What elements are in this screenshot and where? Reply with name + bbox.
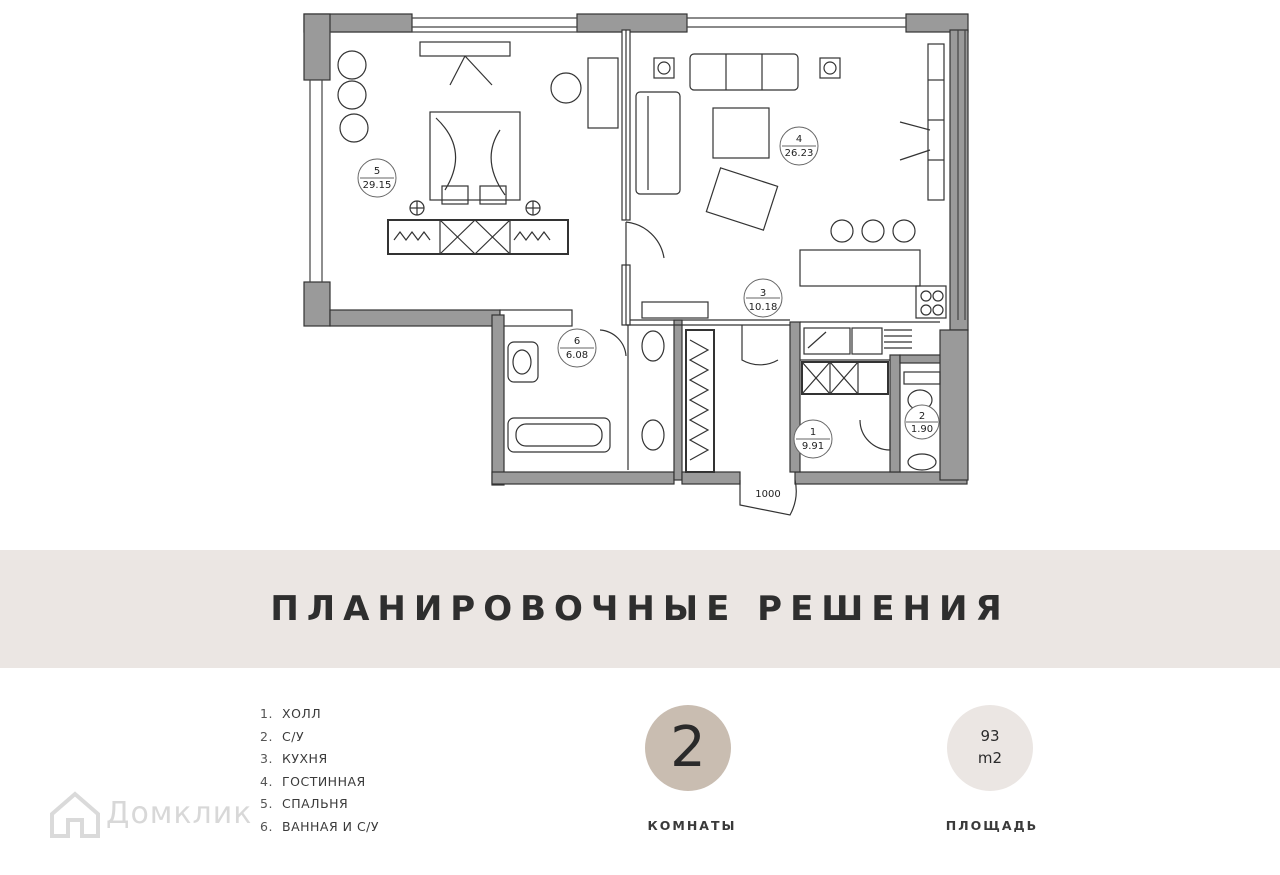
legend-item: 3. КУХНЯ — [260, 751, 328, 766]
legend-item: 2. С/У — [260, 728, 305, 744]
room-number: 2 — [918, 411, 926, 422]
room-number: 1 — [809, 427, 817, 438]
room-area: 26.23 — [784, 148, 814, 159]
legend-item: 1. ХОЛЛ — [260, 706, 322, 721]
room-label-1 — [794, 420, 832, 458]
room-area: 29.15 — [362, 180, 392, 191]
watermark-text: Домклик — [106, 796, 253, 831]
room-area: 1.90 — [910, 424, 934, 435]
room-number: 3 — [759, 288, 767, 299]
door-width-label: 1000 — [755, 489, 781, 500]
room-label-3 — [744, 279, 782, 317]
living-furniture — [636, 44, 946, 318]
house-logo-icon — [48, 790, 102, 840]
legend-item: 6. ВАННАЯ И С/У — [260, 818, 380, 834]
legend-item: 4. ГОСТИННАЯ — [260, 773, 366, 789]
watermark — [48, 790, 253, 840]
area-value: 93 — [980, 727, 1000, 745]
doors — [600, 222, 890, 515]
title-banner — [0, 550, 1280, 668]
room-number: 4 — [795, 134, 803, 145]
legend-item: 5. СПАЛЬНЯ — [260, 796, 349, 811]
rooms-count-badge: 2 — [645, 705, 731, 791]
page-title: ПЛАНИРОВОЧНЫЕ РЕШЕНИЯ — [270, 589, 1010, 629]
room-area: 6.08 — [565, 350, 589, 361]
room-number: 5 — [373, 166, 381, 177]
area-label: ПЛОЩАДЬ — [945, 818, 1039, 833]
room-label-5 — [358, 159, 396, 197]
room-label-2 — [905, 405, 939, 439]
area-unit: m2 — [977, 749, 1003, 767]
room-number: 6 — [573, 336, 581, 347]
room-label-6 — [558, 329, 596, 367]
windows — [310, 18, 965, 320]
area-badge — [947, 705, 1033, 791]
room-area: 9.91 — [801, 441, 825, 452]
room-area: 10.18 — [748, 302, 778, 313]
rooms-count-label: КОМНАТЫ — [647, 818, 737, 833]
room-legend — [260, 703, 379, 838]
room-label-4 — [780, 127, 818, 165]
bedroom-furniture — [338, 42, 618, 254]
